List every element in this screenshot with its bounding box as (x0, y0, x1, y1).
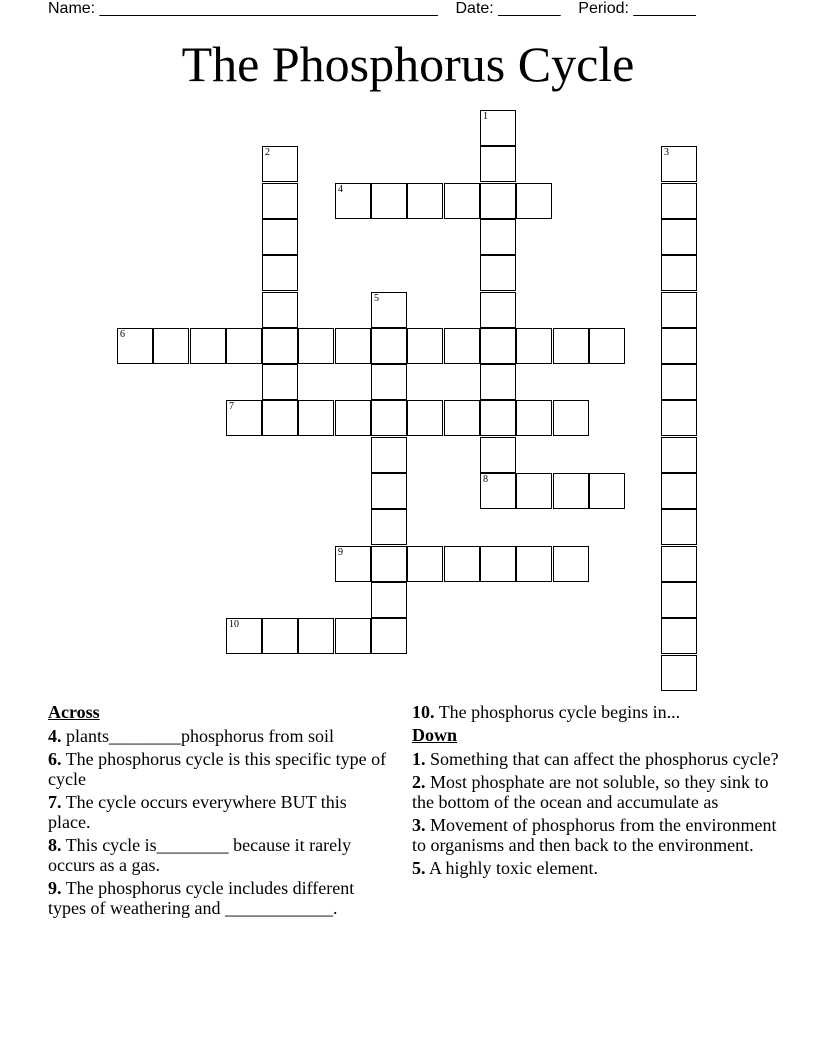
grid-cell[interactable] (480, 110, 516, 146)
grid-cell[interactable] (371, 328, 407, 364)
clue-number: 6 (120, 329, 125, 340)
grid-cell[interactable] (226, 618, 262, 654)
page-title: The Phosphorus Cycle (181, 36, 635, 92)
grid-cell[interactable] (589, 328, 625, 364)
grid-cell[interactable] (371, 473, 407, 509)
grid-cell[interactable] (335, 400, 371, 436)
period-label: Period: (578, 0, 629, 17)
grid-cell[interactable] (298, 328, 334, 364)
grid-cell[interactable] (226, 400, 262, 436)
grid-cell[interactable] (553, 328, 589, 364)
grid-cell[interactable] (335, 183, 371, 219)
clue-down-1: 1. Something that can affect the phosphorus cycle? (412, 749, 779, 769)
grid-cell[interactable] (371, 509, 407, 545)
clue-down-2: 2. Most phosphate are not soluble, so they sink to the bottom of the ocean and accumulate as (412, 772, 769, 812)
clue-number: 7 (229, 401, 234, 412)
grid-cell[interactable] (480, 546, 516, 582)
grid-cell[interactable] (407, 328, 443, 364)
clue-down-3: 3. Movement of phosphorus from the environment to organisms and then back to the environment. (412, 815, 777, 855)
grid-cell[interactable] (661, 292, 697, 328)
grid-cell[interactable] (371, 183, 407, 219)
grid-cell[interactable] (480, 183, 516, 219)
grid-cell[interactable] (661, 255, 697, 291)
grid-cell[interactable] (480, 400, 516, 436)
grid-cell[interactable] (262, 255, 298, 291)
grid-cell[interactable] (444, 400, 480, 436)
grid-cell[interactable] (335, 618, 371, 654)
period-blank[interactable]: _______ (633, 0, 696, 17)
name-label: Name: (48, 0, 96, 17)
grid-cell[interactable] (262, 183, 298, 219)
grid-cell[interactable] (553, 400, 589, 436)
grid-cell[interactable] (480, 328, 516, 364)
grid-cell[interactable] (190, 328, 226, 364)
grid-cell[interactable] (117, 328, 153, 364)
grid-cell[interactable] (661, 655, 697, 691)
down-heading: Down (412, 725, 458, 745)
grid-cell[interactable] (480, 146, 516, 182)
grid-cell[interactable] (661, 546, 697, 582)
grid-cell[interactable] (298, 400, 334, 436)
grid-cell[interactable] (661, 473, 697, 509)
grid-cell[interactable] (480, 255, 516, 291)
date-label: Date: (455, 0, 494, 17)
grid-cell[interactable] (661, 183, 697, 219)
grid-cell[interactable] (371, 437, 407, 473)
grid-cell[interactable] (371, 400, 407, 436)
clue-across-8: 8. This cycle is________ because it rarely occurs as a gas. (48, 835, 352, 875)
grid-cell[interactable] (661, 582, 697, 618)
grid-cell[interactable] (371, 292, 407, 328)
grid-cell[interactable] (262, 618, 298, 654)
grid-cell[interactable] (553, 473, 589, 509)
grid-cell[interactable] (262, 292, 298, 328)
clue-across-7: 7. The cycle occurs everywhere BUT this place. (48, 792, 347, 832)
grid-cell[interactable] (226, 328, 262, 364)
clue-number: 10 (229, 619, 239, 630)
clue-number: 5 (374, 293, 379, 304)
grid-cell[interactable] (589, 473, 625, 509)
clue-number: 9 (338, 547, 343, 558)
grid-cell[interactable] (661, 509, 697, 545)
grid-cell[interactable] (480, 473, 516, 509)
grid-cell[interactable] (553, 546, 589, 582)
grid-cell[interactable] (661, 364, 697, 400)
grid-cell[interactable] (516, 328, 552, 364)
grid-cell[interactable] (262, 146, 298, 182)
grid-cell[interactable] (262, 219, 298, 255)
name-blank[interactable]: ______________________________________ (99, 0, 438, 17)
date-blank[interactable]: _______ (498, 0, 561, 17)
grid-cell[interactable] (661, 400, 697, 436)
grid-cell[interactable] (444, 183, 480, 219)
grid-cell[interactable] (661, 437, 697, 473)
clue-across-9: 9. The phosphorus cycle includes different types of weathering and ____________. (48, 878, 355, 918)
grid-cell[interactable] (516, 546, 552, 582)
grid-cell[interactable] (444, 546, 480, 582)
grid-cell[interactable] (298, 618, 334, 654)
grid-cell[interactable] (407, 183, 443, 219)
grid-cell[interactable] (262, 400, 298, 436)
grid-cell[interactable] (371, 582, 407, 618)
grid-cell[interactable] (480, 364, 516, 400)
clue-across-10: 10. The phosphorus cycle begins in... (412, 702, 681, 722)
grid-cell[interactable] (661, 328, 697, 364)
grid-cell[interactable] (480, 219, 516, 255)
clue-number: 2 (265, 147, 270, 158)
grid-cell[interactable] (153, 328, 189, 364)
grid-cell[interactable] (407, 400, 443, 436)
grid-cell[interactable] (262, 364, 298, 400)
grid-cell[interactable] (516, 183, 552, 219)
across-heading: Across (48, 702, 100, 722)
grid-cell[interactable] (407, 546, 443, 582)
grid-cell[interactable] (480, 437, 516, 473)
grid-cell[interactable] (480, 292, 516, 328)
grid-cell[interactable] (335, 328, 371, 364)
grid-cell[interactable] (371, 618, 407, 654)
grid-cell[interactable] (371, 364, 407, 400)
clue-down-5: 5. A highly toxic element. (412, 858, 598, 878)
grid-cell[interactable] (371, 546, 407, 582)
grid-cell[interactable] (661, 618, 697, 654)
grid-cell[interactable] (262, 328, 298, 364)
grid-cell[interactable] (335, 546, 371, 582)
clue-across-4: 4. plants________phosphorus from soil (48, 726, 334, 746)
grid-cell[interactable] (661, 219, 697, 255)
clue-number: 8 (483, 474, 488, 485)
grid-cell[interactable] (516, 400, 552, 436)
clue-number: 3 (664, 147, 669, 158)
down-clues-column (412, 702, 782, 881)
grid-cell[interactable] (444, 328, 480, 364)
clue-number: 1 (483, 111, 488, 122)
clue-number: 4 (338, 184, 343, 195)
clue-across-6: 6. The phosphorus cycle is this specific type of cycle (48, 749, 387, 789)
across-clues-column (48, 702, 388, 921)
grid-cell[interactable] (661, 146, 697, 182)
grid-cell[interactable] (516, 473, 552, 509)
